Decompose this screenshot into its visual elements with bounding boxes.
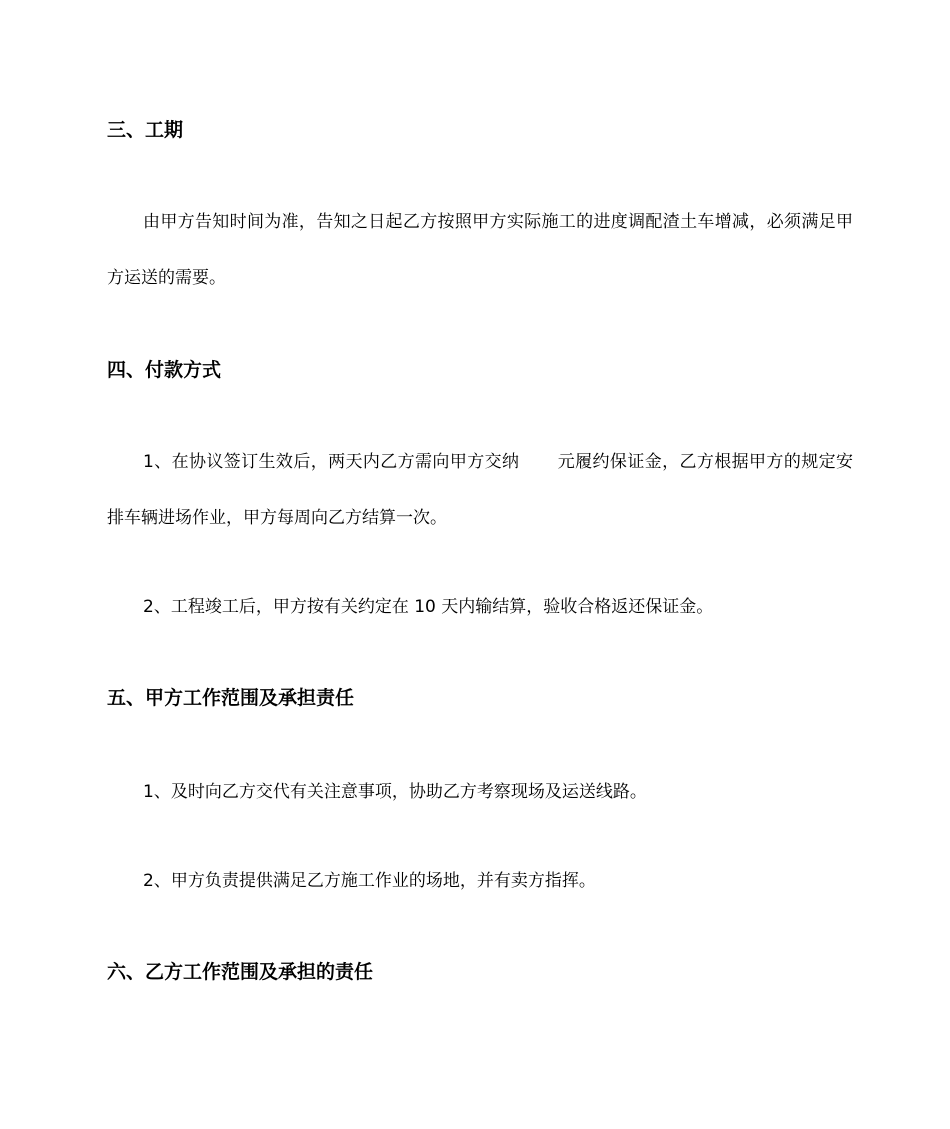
paragraph-party-a-item1: 1、及时向乙方交代有关注意事项，协助乙方考察现场及运送线路。 — [143, 782, 647, 802]
paragraph-payment-settlement: 2、工程竣工后，甲方按有关约定在 10 天内输结算，验收合格返还保证金。 — [143, 597, 714, 617]
section-heading-payment: 四、付款方式 — [107, 359, 222, 381]
section-heading-schedule: 三、工期 — [107, 119, 184, 141]
section-heading-party-a: 五、甲方工作范围及承担责任 — [107, 687, 355, 709]
section-heading-party-b: 六、乙方工作范围及承担的责任 — [107, 961, 374, 983]
paragraph-payment-deposit-part1: 1、在协议签订生效后，两天内乙方需向甲方交纳 — [143, 452, 520, 472]
paragraph-schedule: 由甲方告知时间为准，告知之日起乙方按照甲方实际施工的进度调配渣土车增减，必须满足甲方运送的需要。 — [107, 212, 853, 288]
paragraph-payment-deposit — [107, 434, 853, 546]
paragraph-payment-deposit-part2: 元履约保证金，乙方根据甲方的规定安排车辆进场作业，甲方每周向乙方结算一次。 — [107, 452, 853, 528]
paragraph-party-a-item2: 2、甲方负责提供满足乙方施工作业的场地，并有卖方指挥。 — [143, 871, 596, 891]
